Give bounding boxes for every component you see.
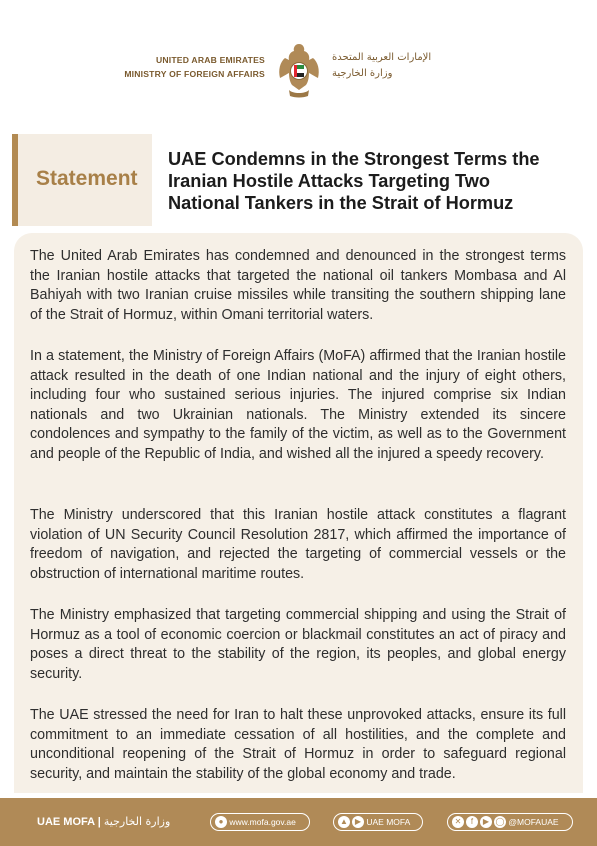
paragraph-1: The United Arab Emirates has condemned and denounced in the strongest terms the Iranian hostile attacks that targeted the national oil tankers Mombasa and Al Bahiyah with two Iranian cruise missiles while transiting the southern shipping lane of the Strait of Hormuz, within Omani territorial waters. [30, 248, 566, 323]
paragraph-2: In a statement, the Ministry of Foreign Affairs (MoFA) affirmed that the Iranian hostile attack resulted in the death of one Indian national and the injury of eight others, including four who sustained serious injuries. The injured comprise six Indian nationals and two Ukrainian nationals. The Ministry extended its sincere condolences and sympathy to the family of the victim, as well as to the Government and people of the Republic of India, and wished all the injured a speedy recovery. [30, 348, 566, 462]
uae-falcon-emblem-icon [275, 40, 323, 100]
country-name-ar: الإمارات العربية المتحدة [332, 52, 432, 63]
google-play-icon: ▶ [352, 816, 364, 828]
ministry-name-ar: وزارة الخارجية [332, 68, 393, 79]
statement-body [14, 233, 583, 793]
statement-label-box [12, 134, 152, 226]
paragraph-3: The Ministry underscored that this Iranian hostile attack constitutes a flagrant violation of UN Security Council Resolution 2817, which affirmed the importance of freedom of navigation, and rejected the targeting of commercial vessels or the obstruction of international maritime routes. [30, 507, 566, 582]
paragraph-5: The UAE stressed the need for Iran to halt these unprovoked attacks, ensure its full commitment to an immediate cessation of all hostilities, and the complete and unconditional reopening of the Strait of Hormuz in order to safeguard regional security, and maintain the stability of the global economy and trade. [30, 707, 566, 782]
globe-icon: ● [215, 816, 227, 828]
app-text: UAE MOFA [366, 817, 411, 827]
letterhead-arabic [332, 50, 431, 82]
ministry-name-en: MINISTRY OF FOREIGN AFFAIRS [124, 69, 265, 79]
app-store-icon: ▲ [338, 816, 350, 828]
youtube-icon[interactable]: ▶ [480, 816, 492, 828]
title-row [0, 134, 597, 226]
country-name-en: UNITED ARAB EMIRATES [155, 55, 265, 65]
facebook-icon[interactable]: f [466, 816, 478, 828]
x-icon[interactable]: ✕ [452, 816, 464, 828]
social-handle: @MOFAUAE [508, 817, 559, 827]
footer-separator: | [97, 816, 101, 828]
app-link[interactable] [333, 813, 423, 831]
statement-title: UAE Condemns in the Strongest Terms the Iranian Hostile Attacks Targeting Two National Tankers in the Strait of Hormuz [168, 149, 540, 213]
letterhead-english [124, 53, 265, 81]
website-link[interactable] [210, 813, 310, 831]
footer-brand-en: UAE MOFA [37, 816, 95, 828]
letterhead [0, 0, 597, 118]
footer-bar [0, 798, 597, 846]
paragraph-4: The Ministry emphasized that targeting commercial shipping and using the Strait of Hormuz as a tool of economic coercion or blackmail constitutes an act of piracy and poses a direct threat to the stability of the region, its peoples, and global energy security. [30, 607, 566, 682]
statement-label: Statement [36, 167, 138, 190]
instagram-icon[interactable]: ◯ [495, 816, 505, 826]
social-links[interactable] [447, 813, 573, 831]
website-text: www.mofa.gov.ae [229, 817, 296, 827]
footer-brand-ar: وزارة الخارجية [103, 815, 171, 828]
footer-brand [37, 815, 170, 828]
